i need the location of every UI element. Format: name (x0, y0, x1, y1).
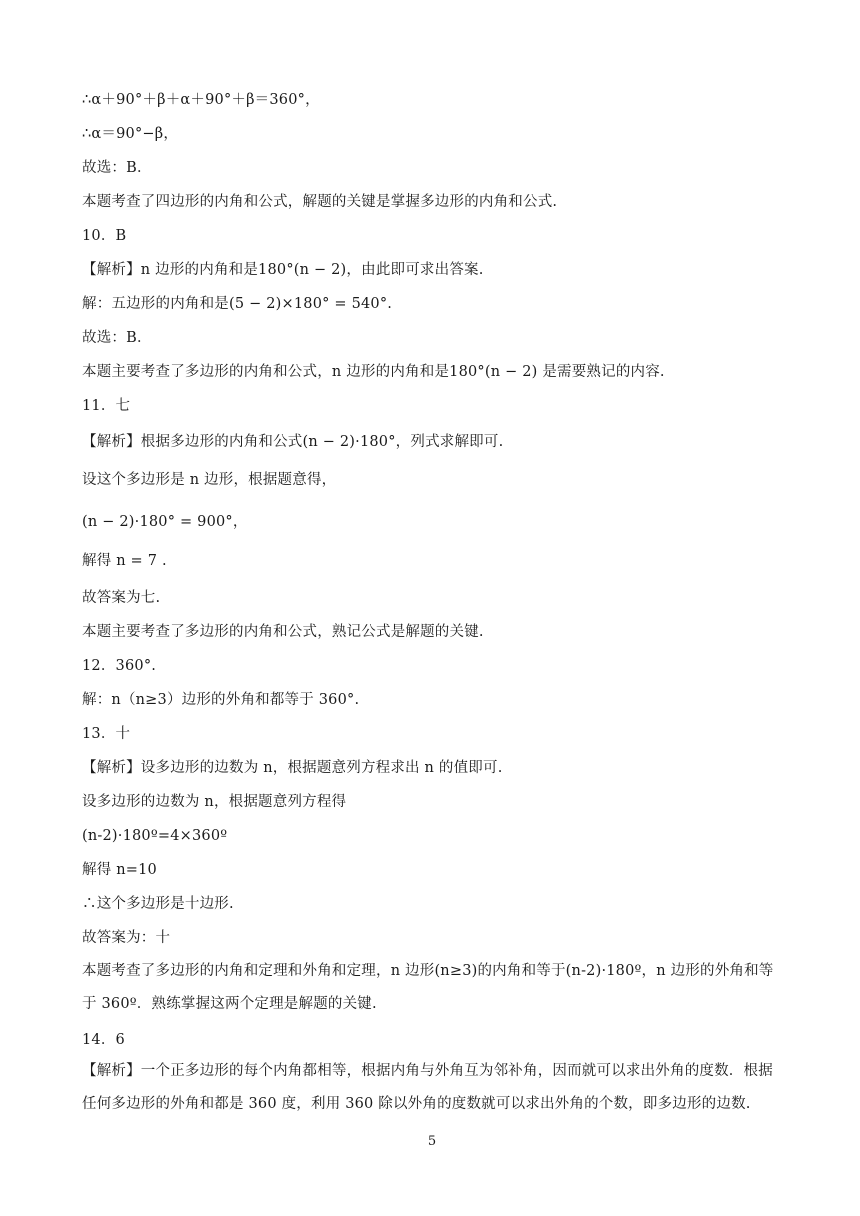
text-line: 本题考查了四边形的内角和公式，解题的关键是掌握多边形的内角和公式. (82, 194, 558, 210)
text-line: 故选：B． (82, 160, 152, 176)
question-number: 14．6 (82, 1032, 125, 1048)
text-line: 本题主要考查了多边形的内角和公式，n 边形的内角和是180°(n − 2) 是需要熟记的内容. (82, 364, 665, 380)
text-line: 设这个多边形是 n 边形，根据题意得， (82, 472, 337, 488)
text-line: ∴α＋90°＋β＋α＋90°＋β＝360°， (82, 92, 320, 108)
text-line: 解：五边形的内角和是(5 − 2)×180° = 540°. (82, 296, 393, 312)
text-line: 解得 n=10 (82, 862, 157, 878)
text-line: 本题主要考查了多边形的内角和公式，熟记公式是解题的关键. (82, 624, 484, 640)
equation-line: (n − 2)·180° = 900°， (82, 514, 248, 530)
text-line: 解得 n = 7 . (82, 553, 167, 569)
page-number: 5 (427, 1134, 437, 1149)
analysis-paragraph: 【解析】一个正多边形的每个内角都相等，根据内角与外角互为邻补角，因而就可以求出外角的度数．根据任何多边形的外角和都是 360 度，利用 360 除以外角的度数就可以求出外角的个数，即多边形的边数. (82, 1063, 773, 1112)
question-number: 11．七 (82, 398, 131, 414)
equation-line: (n-2)·180º=4×360º (82, 828, 228, 844)
text-line: 故答案为七. (82, 590, 161, 606)
question-number: 12．360°. (82, 658, 157, 674)
analysis-line: 【解析】n 边形的内角和是180°(n − 2)，由此即可求出答案. (82, 262, 484, 278)
text-line: ∴α＝90°−β， (82, 126, 179, 142)
text-line: 故选：B． (82, 330, 152, 346)
question-number: 10．B (82, 228, 127, 244)
document-page (82, 0, 782, 1216)
text-paragraph: 本题考查了多边形的内角和定理和外角和定理，n 边形(n≥3)的内角和等于(n-2)·180º，n 边形的外角和等于 360º．熟练掌握这两个定理是解题的关键. (82, 963, 774, 1012)
text-line: 故答案为：十 (82, 930, 171, 946)
question-number: 13．十 (82, 726, 131, 742)
analysis-line: 【解析】根据多边形的内角和公式(n − 2)·180°，列式求解即可. (82, 434, 504, 450)
text-line: 设多边形的边数为 n，根据题意列方程得 (82, 794, 347, 810)
text-line: ∴这个多边形是十边形. (82, 896, 234, 912)
text-line: 解：n（n≥3）边形的外角和都等于 360°. (82, 692, 360, 708)
analysis-line: 【解析】设多边形的边数为 n，根据题意列方程求出 n 的值即可. (82, 760, 503, 776)
